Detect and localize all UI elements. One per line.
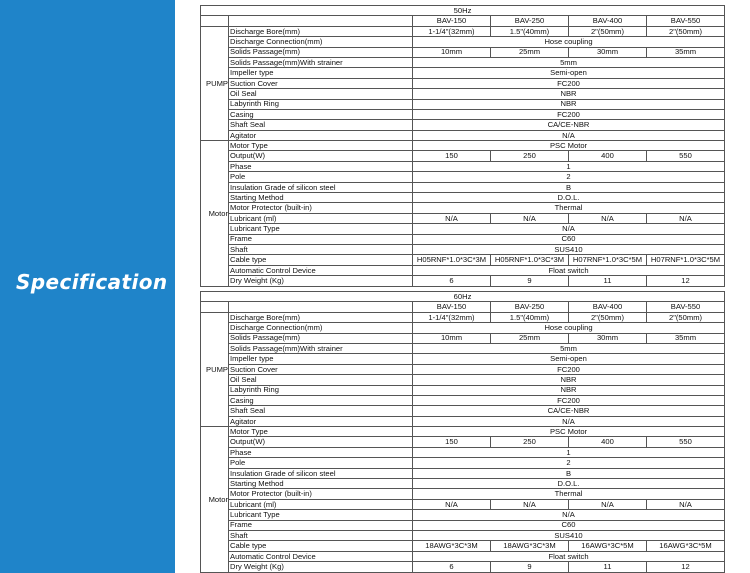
spec-value: Hose coupling <box>413 37 725 47</box>
spec-value: 1-1/4"(32mm) <box>413 26 491 36</box>
spec-label: Cable type <box>229 541 413 551</box>
motor-group-label: Motor <box>201 427 229 572</box>
spec-value: 1-1/4"(32mm) <box>413 312 491 322</box>
spec-value: 2"(50mm) <box>569 312 647 322</box>
spec-value: 9 <box>491 562 569 572</box>
spec-label: Discharge Connection(mm) <box>229 37 413 47</box>
spec-value: CA/CE-NBR <box>413 406 725 416</box>
table-row <box>201 541 725 551</box>
model-header: BAV-250 <box>491 302 569 312</box>
spec-label: Shaft Seal <box>229 120 413 130</box>
table-row <box>201 489 725 499</box>
spec-value: 18AWG*3C*3M <box>491 541 569 551</box>
spec-label: Lubricant (ml) <box>229 499 413 509</box>
spec-value: N/A <box>413 224 725 234</box>
spec-value: 16AWG*3C*5M <box>569 541 647 551</box>
spec-value: D.O.L. <box>413 193 725 203</box>
pump-group-label: PUMP <box>201 312 229 426</box>
spec-value: N/A <box>569 499 647 509</box>
spec-label: Shaft <box>229 530 413 540</box>
spec-value: Float switch <box>413 265 725 275</box>
spec-value: C60 <box>413 520 725 530</box>
table-row <box>201 323 725 333</box>
table-row <box>201 120 725 130</box>
spec-label: Casing <box>229 109 413 119</box>
spec-value: 16AWG*3C*5M <box>647 541 725 551</box>
spec-label: Dry Weight (Kg) <box>229 562 413 572</box>
table-row <box>201 161 725 171</box>
spec-value: NBR <box>413 89 725 99</box>
model-header-row <box>201 16 725 26</box>
table-row <box>201 224 725 234</box>
spec-value: 30mm <box>569 47 647 57</box>
spec-value: 150 <box>413 437 491 447</box>
model-header-row <box>201 302 725 312</box>
spec-value: Semi-open <box>413 354 725 364</box>
table-row <box>201 213 725 223</box>
spec-label: Phase <box>229 161 413 171</box>
table-row <box>201 427 725 437</box>
frequency-header: 50Hz <box>201 6 725 16</box>
spec-value: N/A <box>491 499 569 509</box>
spec-value: 400 <box>569 437 647 447</box>
table-row <box>201 172 725 182</box>
table-row <box>201 47 725 57</box>
spec-label: Output(W) <box>229 151 413 161</box>
spec-value: N/A <box>413 213 491 223</box>
spec-value: 30mm <box>569 333 647 343</box>
table-row <box>201 562 725 572</box>
spec-label: Casing <box>229 395 413 405</box>
spec-value: N/A <box>413 416 725 426</box>
spec-label: Phase <box>229 447 413 457</box>
spec-value: 12 <box>647 276 725 286</box>
spec-value: 25mm <box>491 47 569 57</box>
spec-value: 11 <box>569 276 647 286</box>
spec-value: N/A <box>413 510 725 520</box>
spec-value: PSC Motor <box>413 141 725 151</box>
spec-label: Shaft <box>229 244 413 254</box>
spec-label: Insulation Grade of silicon steel <box>229 468 413 478</box>
spec-label: Pole <box>229 172 413 182</box>
spec-value: N/A <box>647 213 725 223</box>
model-header: BAV-400 <box>569 16 647 26</box>
spec-value: 25mm <box>491 333 569 343</box>
model-header: BAV-550 <box>647 302 725 312</box>
spec-value: 2"(50mm) <box>569 26 647 36</box>
spec-value: 1 <box>413 447 725 457</box>
spec-label: Automatic Control Device <box>229 551 413 561</box>
spec-table-50hz <box>200 5 725 287</box>
spec-label: Lubricant Type <box>229 510 413 520</box>
table-row <box>201 151 725 161</box>
table-row <box>201 57 725 67</box>
spec-value: NBR <box>413 99 725 109</box>
spec-value: Hose coupling <box>413 323 725 333</box>
spec-label: Starting Method <box>229 193 413 203</box>
model-header: BAV-550 <box>647 16 725 26</box>
spec-value: 1.5"(40mm) <box>491 26 569 36</box>
spec-value: 400 <box>569 151 647 161</box>
table-row <box>201 447 725 457</box>
spec-value: 550 <box>647 151 725 161</box>
spec-value: Thermal <box>413 203 725 213</box>
spec-value: NBR <box>413 385 725 395</box>
table-row <box>201 416 725 426</box>
spec-value: FC200 <box>413 364 725 374</box>
spec-value: B <box>413 182 725 192</box>
table-row <box>201 520 725 530</box>
spec-label: Insulation Grade of silicon steel <box>229 182 413 192</box>
spec-label: Suction Cover <box>229 364 413 374</box>
spec-label: Cable type <box>229 255 413 265</box>
spec-label: Oil Seal <box>229 375 413 385</box>
spec-label: Motor Type <box>229 427 413 437</box>
table-row <box>201 406 725 416</box>
spec-value: N/A <box>413 130 725 140</box>
spec-value: 250 <box>491 151 569 161</box>
table-row <box>201 37 725 47</box>
spec-value: 2"(50mm) <box>647 26 725 36</box>
spec-label: Agitator <box>229 130 413 140</box>
spec-value: 12 <box>647 562 725 572</box>
spec-label: Automatic Control Device <box>229 265 413 275</box>
table-row <box>201 182 725 192</box>
spec-value: 18AWG*3C*3M <box>413 541 491 551</box>
spec-value: N/A <box>647 499 725 509</box>
spec-label: Discharge Connection(mm) <box>229 323 413 333</box>
spec-value: 11 <box>569 562 647 572</box>
sidebar-panel <box>0 0 175 573</box>
spec-value: 550 <box>647 437 725 447</box>
spec-label: Lubricant (ml) <box>229 213 413 223</box>
spec-value: 10mm <box>413 47 491 57</box>
spec-value: PSC Motor <box>413 427 725 437</box>
table-row <box>201 255 725 265</box>
table-row <box>201 109 725 119</box>
model-header: BAV-400 <box>569 302 647 312</box>
header-blank <box>201 16 229 26</box>
spec-value: 1 <box>413 161 725 171</box>
table-row <box>201 333 725 343</box>
spec-value: CA/CE-NBR <box>413 120 725 130</box>
spec-value: SUS410 <box>413 530 725 540</box>
table-row <box>201 437 725 447</box>
spec-value: 35mm <box>647 47 725 57</box>
spec-value: NBR <box>413 375 725 385</box>
spec-value: N/A <box>569 213 647 223</box>
spec-value: H05RNF*1.0*3C*3M <box>413 255 491 265</box>
model-header: BAV-150 <box>413 302 491 312</box>
spec-label: Oil Seal <box>229 89 413 99</box>
table-row <box>201 354 725 364</box>
table-row <box>201 312 725 322</box>
spec-value: 35mm <box>647 333 725 343</box>
spec-label: Frame <box>229 520 413 530</box>
frequency-row <box>201 6 725 16</box>
spec-label: Solids Passage(mm) <box>229 333 413 343</box>
table-row <box>201 141 725 151</box>
spec-value: 250 <box>491 437 569 447</box>
motor-group-label: Motor <box>201 141 229 286</box>
table-row <box>201 89 725 99</box>
spec-value: H05RNF*1.0*3C*3M <box>491 255 569 265</box>
spec-value: B <box>413 468 725 478</box>
model-header: BAV-150 <box>413 16 491 26</box>
table-row <box>201 193 725 203</box>
spec-value: H07RNF*1.0*3C*5M <box>569 255 647 265</box>
table-row <box>201 130 725 140</box>
spec-value: 10mm <box>413 333 491 343</box>
page-title: Specification <box>16 270 168 294</box>
spec-value: 2 <box>413 458 725 468</box>
spec-value: 2"(50mm) <box>647 312 725 322</box>
spec-value: H07RNF*1.0*3C*5M <box>647 255 725 265</box>
spec-value: C60 <box>413 234 725 244</box>
model-header: BAV-250 <box>491 16 569 26</box>
header-blank <box>229 302 413 312</box>
table-row <box>201 203 725 213</box>
table-row <box>201 244 725 254</box>
spec-value: FC200 <box>413 78 725 88</box>
table-row <box>201 26 725 36</box>
spec-label: Agitator <box>229 416 413 426</box>
spec-table-60hz <box>200 291 725 573</box>
table-row <box>201 99 725 109</box>
table-row <box>201 385 725 395</box>
spec-value: 9 <box>491 276 569 286</box>
table-row <box>201 364 725 374</box>
pump-group-label: PUMP <box>201 26 229 140</box>
spec-label: Shaft Seal <box>229 406 413 416</box>
spec-value: Semi-open <box>413 68 725 78</box>
spec-label: Labyrinth Ring <box>229 385 413 395</box>
spec-value: D.O.L. <box>413 479 725 489</box>
table-row <box>201 479 725 489</box>
spec-value: 6 <box>413 562 491 572</box>
frequency-header: 60Hz <box>201 292 725 302</box>
spec-value: 5mm <box>413 57 725 67</box>
frequency-row <box>201 292 725 302</box>
spec-label: Discharge Bore(mm) <box>229 312 413 322</box>
spec-label: Motor Protector (built-in) <box>229 203 413 213</box>
spec-value: 2 <box>413 172 725 182</box>
spec-value: 5mm <box>413 343 725 353</box>
spec-value: N/A <box>491 213 569 223</box>
spec-label: Solids Passage(mm)With strainer <box>229 343 413 353</box>
spec-label: Lubricant Type <box>229 224 413 234</box>
table-row <box>201 68 725 78</box>
spec-label: Pole <box>229 458 413 468</box>
table-row <box>201 499 725 509</box>
spec-value: N/A <box>413 499 491 509</box>
table-row <box>201 375 725 385</box>
spec-value: 1.5"(40mm) <box>491 312 569 322</box>
spec-value: FC200 <box>413 109 725 119</box>
spec-label: Solids Passage(mm)With strainer <box>229 57 413 67</box>
table-row <box>201 468 725 478</box>
spec-value: Float switch <box>413 551 725 561</box>
spec-label: Frame <box>229 234 413 244</box>
table-row <box>201 395 725 405</box>
table-row <box>201 510 725 520</box>
table-row <box>201 343 725 353</box>
spec-label: Motor Type <box>229 141 413 151</box>
spec-label: Output(W) <box>229 437 413 447</box>
table-row <box>201 78 725 88</box>
spec-label: Dry Weight (Kg) <box>229 276 413 286</box>
table-row <box>201 530 725 540</box>
spec-label: Starting Method <box>229 479 413 489</box>
table-row <box>201 265 725 275</box>
spec-label: Labyrinth Ring <box>229 99 413 109</box>
spec-value: FC200 <box>413 395 725 405</box>
spec-label: Discharge Bore(mm) <box>229 26 413 36</box>
table-row <box>201 458 725 468</box>
header-blank <box>229 16 413 26</box>
spec-label: Suction Cover <box>229 78 413 88</box>
spec-label: Motor Protector (built-in) <box>229 489 413 499</box>
spec-label: Solids Passage(mm) <box>229 47 413 57</box>
spec-value: Thermal <box>413 489 725 499</box>
table-row <box>201 234 725 244</box>
spec-value: SUS410 <box>413 244 725 254</box>
spec-label: Impeller type <box>229 68 413 78</box>
spec-value: 150 <box>413 151 491 161</box>
header-blank <box>201 302 229 312</box>
spec-label: Impeller type <box>229 354 413 364</box>
table-row <box>201 551 725 561</box>
spec-value: 6 <box>413 276 491 286</box>
